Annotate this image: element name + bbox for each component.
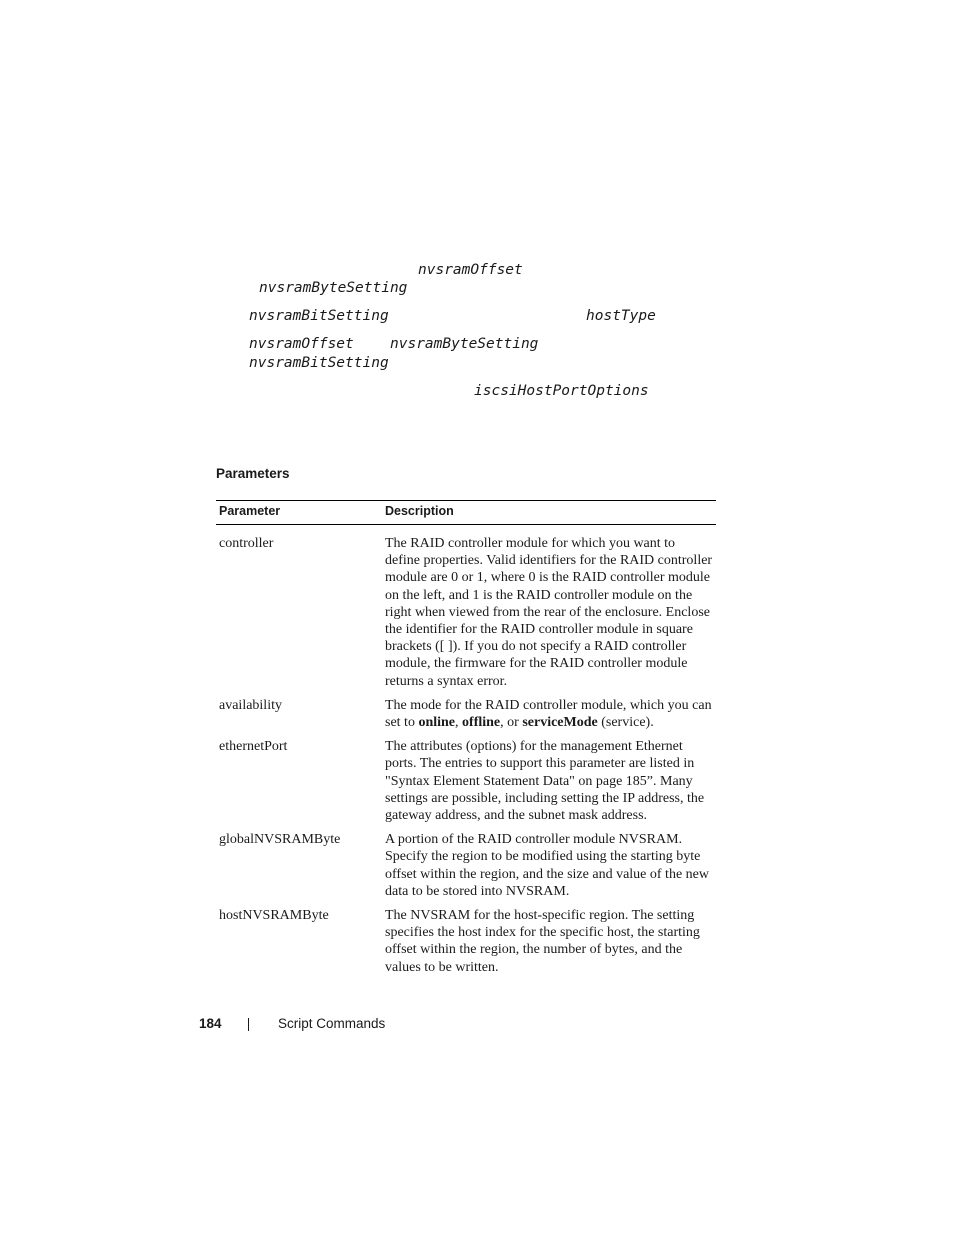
page-number: 184 bbox=[199, 1016, 222, 1031]
footer-section-title: Script Commands bbox=[278, 1016, 386, 1031]
parameter-name: ethernetPort bbox=[219, 739, 288, 755]
syntax-host-type: hostType bbox=[586, 308, 656, 324]
parameter-name: globalNVSRAMByte bbox=[219, 832, 341, 848]
table-row bbox=[216, 738, 716, 831]
syntax-nvsram-offset: nvsramOffset bbox=[418, 262, 523, 278]
column-header-description: Description bbox=[382, 501, 716, 525]
parameter-description bbox=[382, 697, 716, 738]
parameter-description: The NVSRAM for the host-specific region. The setting specifies the host index for the specific host, the starting offset within the region, the number of bytes, and the values to be written. bbox=[385, 908, 700, 975]
option-offline: offline bbox=[462, 715, 501, 731]
footer-divider bbox=[248, 1018, 249, 1031]
parameter-description: The attributes (options) for the management Ethernet ports. The entries to support this parameter are listed in "Syntax Element Statement Data" on page 185”. Many settings are possible, including setting the IP address, the gateway address, and the subnet mask address. bbox=[385, 739, 705, 824]
table-row bbox=[216, 907, 716, 983]
description-text: (service). bbox=[597, 715, 654, 731]
option-service-mode: serviceMode bbox=[522, 715, 598, 731]
column-header-parameter: Parameter bbox=[216, 501, 382, 525]
table-row bbox=[216, 525, 716, 697]
parameters-heading: Parameters bbox=[216, 466, 290, 481]
option-online: online bbox=[418, 715, 456, 731]
syntax-nvsram-byte-setting: nvsramByteSetting bbox=[259, 280, 408, 296]
parameter-description: The RAID controller module for which you want to define properties. Valid identifiers for the RAID controller module are 0 or 1, where 0 is the RAID controller module on the left, and 1 is the RAID controller module on the right when viewed from the rear of the enclosure. Enclose the identifier for the RAID controller module in square brackets ([ ]). If you do not specify a RAID controller module, the firmware for the RAID controller module returns a syntax error. bbox=[385, 536, 713, 689]
description-text: The mode for the RAID controller module, which you can set to bbox=[385, 697, 712, 731]
table-header-row bbox=[216, 501, 716, 525]
separator: , bbox=[455, 715, 463, 731]
table-row bbox=[216, 831, 716, 907]
syntax-nvsram-offset-2: nvsramOffset bbox=[249, 336, 354, 352]
syntax-nvsram-byte-setting-2: nvsramByteSetting bbox=[390, 336, 539, 352]
syntax-nvsram-bit-setting: nvsramBitSetting bbox=[249, 308, 389, 324]
table-row bbox=[216, 697, 716, 738]
syntax-iscsi-host-port-options: iscsiHostPortOptions bbox=[474, 383, 649, 399]
parameter-name: availability bbox=[219, 697, 282, 713]
separator: , or bbox=[500, 715, 523, 731]
parameters-table bbox=[216, 500, 716, 983]
parameter-name: hostNVSRAMByte bbox=[219, 908, 329, 924]
parameter-description: A portion of the RAID controller module NVSRAM. Specify the region to be modified using the starting byte offset within the region, and the size and value of the new data to be stored into NVSRAM. bbox=[385, 832, 709, 899]
parameter-name: controller bbox=[219, 536, 274, 551]
syntax-nvsram-bit-setting-2: nvsramBitSetting bbox=[249, 355, 389, 371]
